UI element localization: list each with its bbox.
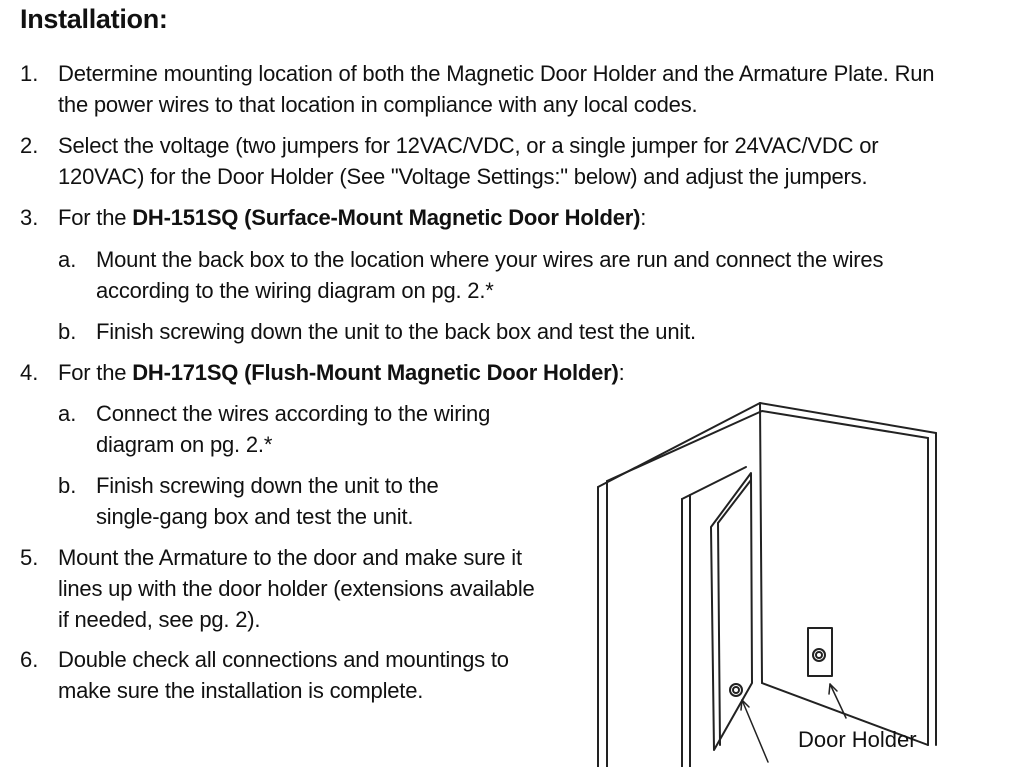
step-4b-line-2: single-gang box and test the unit. — [96, 504, 414, 529]
section-heading: Installation: — [20, 4, 168, 34]
step-3-prefix: For the — [58, 205, 133, 230]
step-3a-line-2: according to the wiring diagram on pg. 2.* — [96, 278, 494, 303]
step-3-model: DH-151SQ (Surface-Mount Magnetic Door Holder) — [132, 205, 641, 230]
step-1-line-2: the power wires to that location in compliance with any local codes. — [58, 92, 698, 117]
step-4a-line-1: Connect the wires according to the wiring — [96, 401, 491, 426]
step-3b-line-1: Finish screwing down the unit to the back box and test the unit. — [96, 319, 696, 344]
armature-plate — [730, 684, 742, 696]
step-4b-letter: b. — [58, 473, 77, 498]
step-4a-letter: a. — [58, 401, 77, 426]
step-5-line-2: lines up with the door holder (extensions available — [58, 576, 535, 601]
step-2-line-2: 120VAC) for the Door Holder (See "Voltage Settings:" below) and adjust the jumpers. — [58, 164, 868, 189]
step-1-number: 1. — [20, 61, 39, 86]
step-5-line-1: Mount the Armature to the door and make sure it — [58, 545, 522, 570]
wall-corner-illustration — [598, 403, 936, 767]
step-5-number: 5. — [20, 545, 39, 570]
step-4-suffix: : — [618, 360, 625, 385]
step-4b-line-1: Finish screwing down the unit to the — [96, 473, 439, 498]
step-4-number: 4. — [20, 360, 39, 385]
step-5-line-3: if needed, see pg. 2). — [58, 607, 261, 632]
step-3-suffix: : — [640, 205, 647, 230]
step-2-line-1: Select the voltage (two jumpers for 12VAC/VDC, or a single jumper for 24VAC/VDC or — [58, 133, 879, 158]
step-3b-letter: b. — [58, 319, 77, 344]
door-holder-unit — [808, 628, 832, 676]
step-6-number: 6. — [20, 647, 39, 672]
step-3a-line-1: Mount the back box to the location where your wires are run and connect the wires — [96, 247, 884, 272]
door-holder-caption: Door Holder — [798, 727, 917, 752]
step-4-prefix: For the — [58, 360, 133, 385]
step-4-model: DH-171SQ (Flush-Mount Magnetic Door Holder) — [132, 360, 619, 385]
step-6-line-2: make sure the installation is complete. — [58, 678, 424, 703]
step-6-line-1: Double check all connections and mountings to — [58, 647, 509, 672]
step-4a-line-2: diagram on pg. 2.* — [96, 432, 273, 457]
step-3-number: 3. — [20, 205, 39, 230]
step-3a-letter: a. — [58, 247, 77, 272]
step-2-number: 2. — [20, 133, 39, 158]
step-1-line-1: Determine mounting location of both the Magnetic Door Holder and the Armature Plate. Run — [58, 61, 935, 86]
